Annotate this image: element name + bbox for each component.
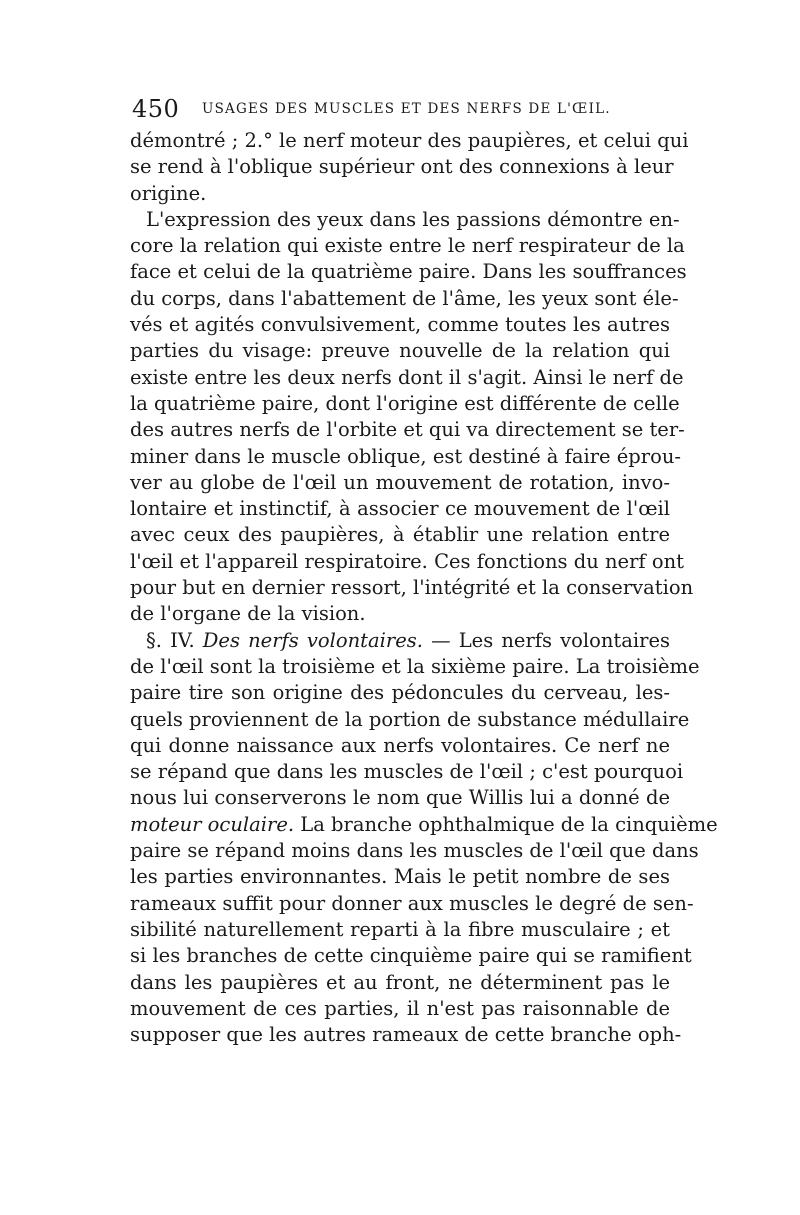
text-line: lontaire et instinctif, à associer ce mouvement de l'œil [130, 497, 670, 521]
section-dash: — [431, 628, 451, 652]
italic-term: moteur oculaire. [130, 812, 295, 836]
text-line: supposer que les autres rameaux de cette branche oph- [130, 1023, 682, 1047]
text-line: avec ceux des paupières, à établir une relation entre [130, 523, 670, 547]
section-number: §. IV. [146, 628, 195, 652]
section-title: Des nerfs volontaires. [202, 628, 423, 652]
text-line: miner dans le muscle oblique, est destiné à faire éprou- [130, 444, 681, 468]
section-first-line-rest: Les nerfs volontaires [458, 628, 670, 652]
text-line: de l'organe de la vision. [130, 602, 366, 626]
text-line: rameaux suffit pour donner aux muscles le degré de sen- [130, 891, 694, 915]
text-line: core la relation qui existe entre le nerf respirateur de la [130, 234, 685, 258]
text-line: démontré ; 2.° le nerf moteur des paupières, et celui qui [130, 129, 689, 152]
text-line: paire se répand moins dans les muscles de l'œil que dans [130, 839, 699, 863]
running-title: USAGES DES MUSCLES ET DES NERFS DE L'ŒIL. [202, 101, 611, 117]
paragraph-start-line: L'expression des yeux dans les passions démontre en- [146, 207, 680, 231]
text-line: des autres nerfs de l'orbite et qui va directement se ter- [130, 418, 685, 442]
text-line: de l'œil sont la troisième et la sixième paire. La troisième [130, 654, 700, 678]
text-line: pour but en dernier ressort, l'intégrité et la conservation [130, 576, 694, 600]
text-line: vés et agités convulsivement, comme toutes les autres [130, 313, 670, 337]
text-line: nous lui conserverons le nom que Willis lui a donné de [130, 786, 670, 810]
text-line: l'œil et l'appareil respiratoire. Ces fonctions du nerf ont [130, 549, 684, 573]
running-head [132, 94, 672, 124]
text-line: parties du visage: preuve nouvelle de la relation qui [130, 339, 670, 363]
italic-term-line [130, 812, 718, 838]
text-line: quels proviennent de la portion de substance médullaire [130, 707, 690, 731]
text-line: qui donne naissance aux nerfs volontaires. Ce nerf ne [130, 733, 670, 757]
text-line: paire tire son origine des pédoncules du cerveau, les- [130, 681, 670, 705]
text-line: dans les paupières et au front, ne déterminent pas le [130, 970, 670, 994]
text-line: si les branches de cette cinquième paire qui se ramifient [130, 944, 692, 968]
text-line: se rend à l'oblique supérieur ont des connexions à leur [130, 155, 674, 179]
text-line: sibilité naturellement reparti à la fibre musculaire ; et [130, 917, 670, 941]
text-line: face et celui de la quatrième paire. Dans les souffrances [130, 260, 687, 284]
section-heading-line [130, 628, 670, 654]
text-line: les parties environnantes. Mais le petit nombre de ses [130, 865, 670, 889]
text-line: ver au globe de l'œil un mouvement de rotation, invo- [130, 470, 670, 494]
italic-line-rest: La branche ophthalmique de la cinquième [300, 812, 718, 836]
text-line: se répand que dans les muscles de l'œil ; c'est pourquoi [130, 760, 684, 784]
page-number: 450 [132, 95, 180, 123]
text-line: existe entre les deux nerfs dont il s'agit. Ainsi le nerf de [130, 365, 684, 389]
body-text [130, 128, 718, 1048]
text-line: origine. [130, 181, 207, 205]
text-line: du corps, dans l'abattement de l'âme, les yeux sont éle- [130, 286, 679, 310]
text-line: mouvement de ces parties, il n'est pas raisonnable de [130, 996, 670, 1020]
text-line: la quatrième paire, dont l'origine est différente de celle [130, 391, 680, 415]
